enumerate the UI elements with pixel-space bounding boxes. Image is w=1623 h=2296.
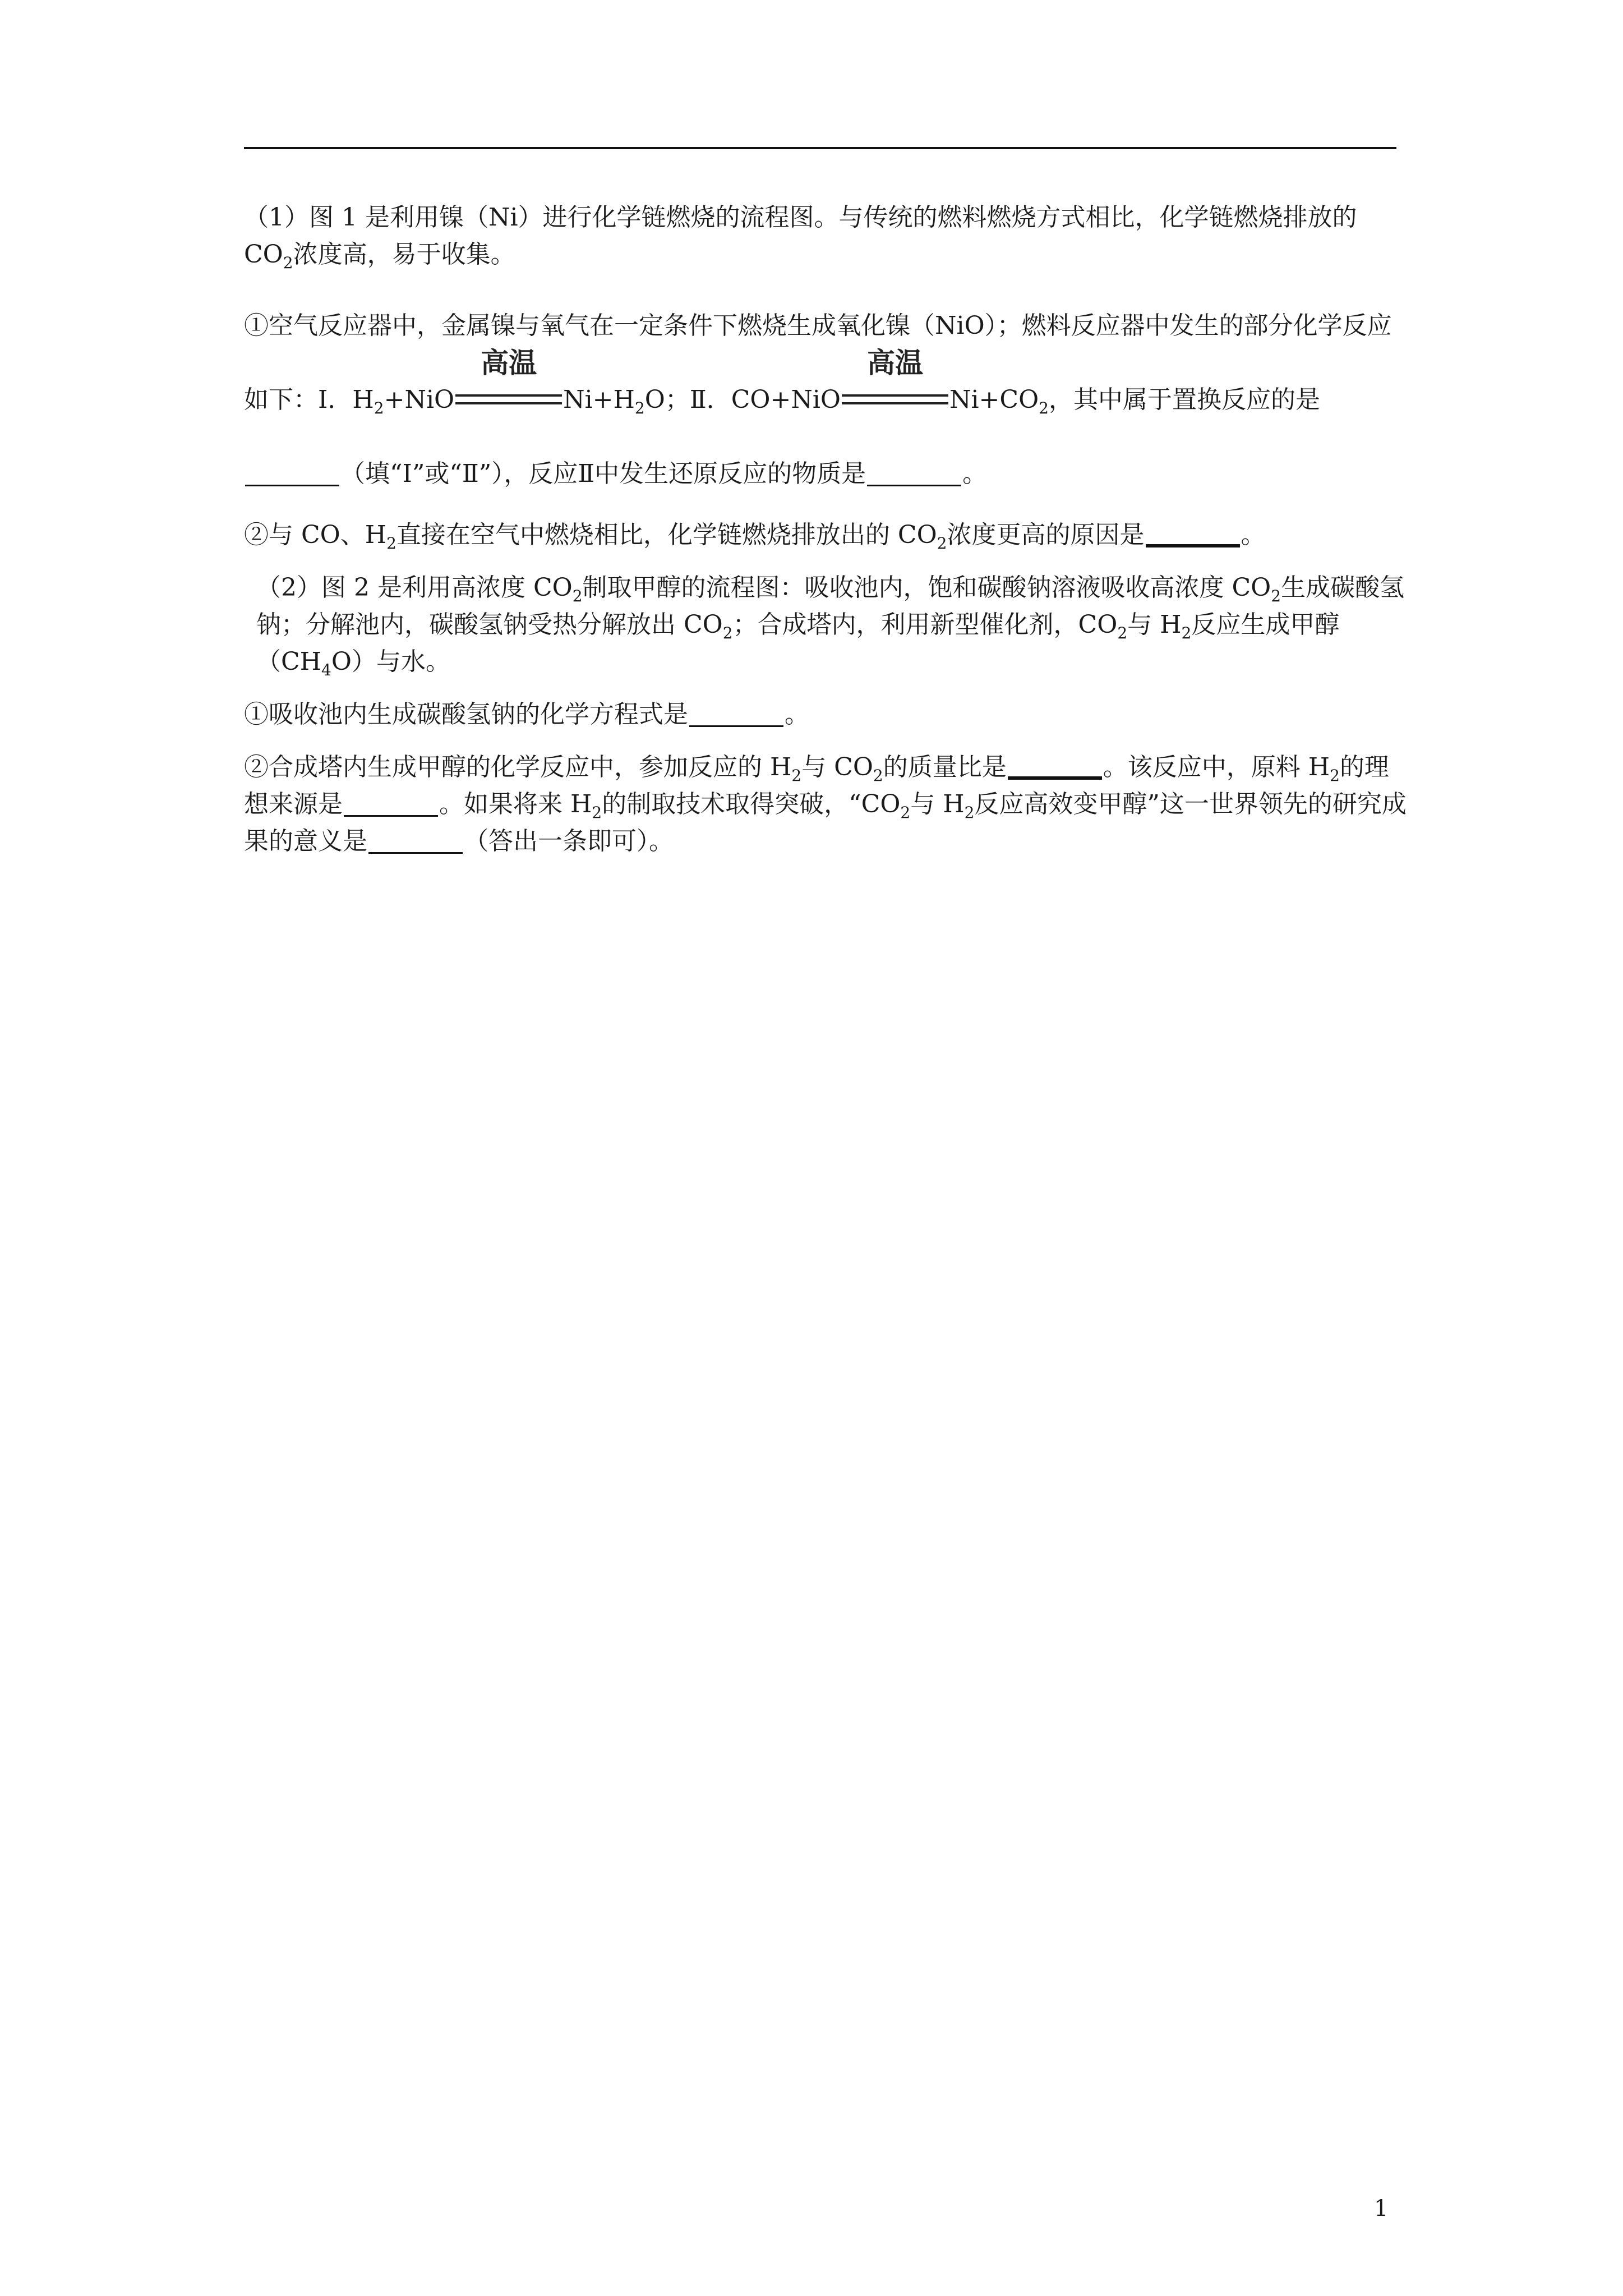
answer-blank[interactable] — [344, 793, 438, 817]
question-2-part-1: ①吸收池内生成碳酸氢钠的化学方程式是 。 — [244, 700, 809, 729]
question-1-part-1: ①空气反应器中，金属镍与氧气在一定条件下燃烧生成氧化镍（NiO）；燃料反应器中发生的部分化学反应如下：Ⅰ．$H_2+NiO$ 高温 $Ni+H_2O$；Ⅱ．CO+NiO 高温 $Ni+CO_2$，其中属于置换反应的是（填“Ⅰ”或“Ⅱ”），反应Ⅱ中发生还原反应的物质是 。 — [244, 311, 1392, 488]
question-1-part-2: ②与 CO、$H_2$直接在空气中燃烧相比，化学链燃烧排放出的 $CO_2$浓度更高的原因是 。 — [244, 521, 1266, 553]
question-2-part-2: ②合成塔内生成甲醇的化学反应中，参加反应的 $H_2$与 $CO_2$的质量比是 。该反应中，原料 $H_2$的理想来源是 。如果将来 $H_2$的制取技术取得突破，“$CO_2$与 $H_2$反应高效变甲醇”这一世界领先的研究成果的意义是 （答出一条即可）。 — [244, 753, 1407, 855]
reaction-condition-2: 高温 — [842, 386, 948, 411]
answer-blank[interactable] — [245, 462, 339, 486]
answer-blank[interactable] — [867, 462, 961, 486]
page-number: 1 — [1374, 2196, 1389, 2221]
equals-sign — [455, 394, 562, 404]
answer-blank[interactable] — [368, 830, 463, 854]
answer-blank[interactable] — [689, 703, 783, 727]
answer-blank[interactable] — [1008, 754, 1102, 780]
document-body — [244, 199, 1410, 876]
equals-sign — [842, 394, 948, 404]
answer-blank[interactable] — [1146, 522, 1240, 547]
header-rule — [244, 147, 1396, 149]
reaction-condition-1: 高温 — [455, 386, 562, 411]
question-2-intro: （2）图 2 是利用高浓度 $CO_2$制取甲醇的流程图：吸收池内，饱和碳酸钠溶液吸收高浓度 $CO_2$生成碳酸氢钠；分解池内，碳酸氢钠受热分解放出 $CO_2$；合成塔内，利用新型催化剂，$CO_2$与 $H_2$反应生成甲醇$(CH_4O)$与水。 — [256, 573, 1405, 679]
question-1-intro: （1）图 1 是利用镍（Ni）进行化学链燃烧的流程图。与传统的燃料燃烧方式相比，化学链燃烧排放的 $CO_2$浓度高，易于收集。 — [244, 203, 1357, 272]
